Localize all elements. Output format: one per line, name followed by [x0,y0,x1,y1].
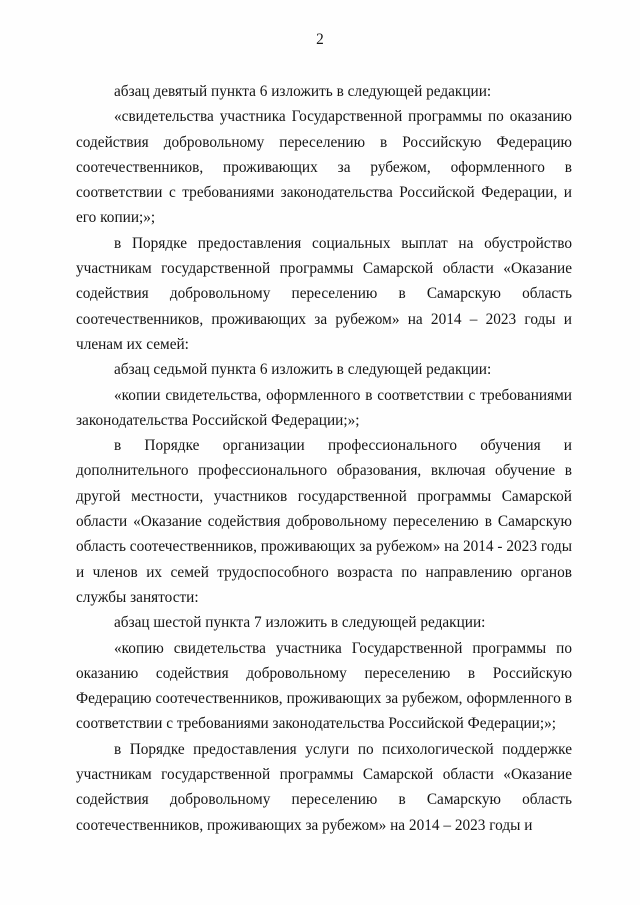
paragraph-quoted-text: «копии свидетельства, оформленного в соответствии с требованиями законодательства Российской Федерации;»; [76,386,572,429]
paragraph-amend-instruction: абзац девятый пункта 6 изложить в следующей редакции: [114,83,492,100]
document-body [76,79,572,838]
paragraph-quoted-text: «копию свидетельства участника Государственной программы по оказанию содействия добровольному переселению в Российскую Федерацию соотечественников, проживающих за рубежом, оформленного в соответствии с требованиями законодательства Российской Федерации;»; [76,639,572,733]
paragraph-procedure-psychological-support: в Порядке предоставления услуги по психологической поддержке участникам государственной программы Самарской области «Оказание содействия добровольному переселению в Самарскую область соотечественников, проживающих за рубежом» на 2014 – 2023 годы и [76,740,572,834]
paragraph-quoted-text: «свидетельства участника Государственной программы по оказанию содействия добровольному переселению в Российскую Федерацию соотечественников, проживающих за рубежом, оформленного в соответствии с требованиями законодательства Российской Федерации, и его копии;»; [76,108,572,227]
paragraph-procedure-training: в Порядке организации профессионального обучения и дополнительного профессионального образования, включая обучение в другой местности, участников государственной программы Самарской области «Оказание содействия добровольному переселению в Самарскую область соотечественников, проживающих за рубежом» на 2014 - 2023 годы и членов их семей трудоспособного возраста по направлению органов службы занятости: [76,437,572,606]
paragraph-amend-instruction: абзац седьмой пункта 6 изложить в следующей редакции: [114,361,492,379]
page-number: 2 [316,31,324,48]
paragraph-procedure-payments: в Порядке предоставления социальных выплат на обустройство участникам государственной программы Самарской области «Оказание содействия добровольному переселению в Самарскую область соотечественников, проживающих за рубежом» на 2014 – 2023 годы и членам их семей: [76,234,572,353]
paragraph-amend-instruction: абзац шестой пункта 7 изложить в следующей редакции: [114,614,486,632]
